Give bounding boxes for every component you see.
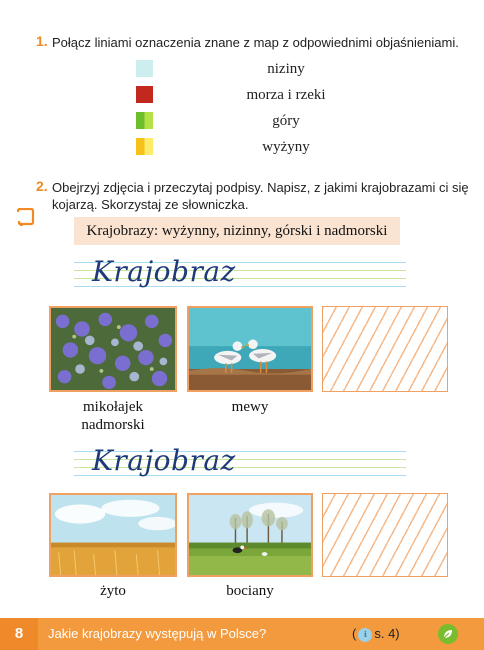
mountains-swatch (136, 112, 153, 129)
reference-open-paren: ( (352, 626, 357, 641)
legend-row-mountains (136, 111, 376, 133)
seas-swatch (136, 86, 153, 103)
legend-row-seas (136, 85, 376, 107)
photo-storks (187, 493, 313, 577)
textbook-reference (352, 618, 400, 650)
reference-page: s. 4) (374, 626, 400, 641)
vocabulary-box: Krajobrazy: wyżynny, nizinny, górski i nadmorski (74, 217, 400, 245)
caption-sea-holly-line-2: nadmorski (81, 417, 145, 433)
empty-photo-placeholder (322, 493, 448, 577)
page-number: 8 (0, 618, 38, 650)
task-2-instruction-line-1: Obejrzyj zdjęcia i przeczytaj podpisy. Napisz, z jakimi krajobrazami ci się (52, 180, 469, 195)
caption-seagulls: mewy (231, 399, 269, 415)
handwriting-sample: Krajobraz (92, 255, 236, 288)
legend-label: góry (272, 113, 300, 129)
task-1-instruction: Połącz liniami oznaczenia znane z map z odpowiednimi objaśnieniami. (52, 35, 459, 50)
task-2-instruction-line-2: kojarzą. Skorzystaj ze słowniczka. (52, 197, 249, 212)
photo-seagulls (187, 306, 313, 392)
photo-sea-holly (49, 306, 177, 392)
task-1-number: 1. (36, 33, 48, 49)
photo-rye-field (49, 493, 177, 577)
handwriting-sample: Krajobraz (92, 444, 236, 477)
legend-row-uplands (136, 137, 376, 159)
legend-label: morza i rzeki (246, 87, 326, 103)
uplands-swatch (136, 138, 153, 155)
lesson-title: Jakie krajobrazy występują w Polsce? (48, 626, 267, 641)
empty-photo-placeholder (322, 306, 448, 392)
caption-rye: żyto (100, 583, 126, 599)
leaf-icon (438, 624, 458, 644)
page-footer (0, 618, 484, 650)
legend-label: wyżyny (262, 139, 310, 155)
task-2-number: 2. (36, 178, 48, 194)
lowlands-swatch (136, 60, 153, 77)
legend-row-lowlands (136, 59, 376, 81)
caption-storks: bociany (226, 583, 274, 599)
textbook-icon: ℹ (358, 628, 372, 642)
caption-sea-holly-line-1: mikołajek (83, 399, 143, 415)
dictionary-icon (16, 208, 36, 226)
legend-label: niziny (267, 61, 305, 77)
